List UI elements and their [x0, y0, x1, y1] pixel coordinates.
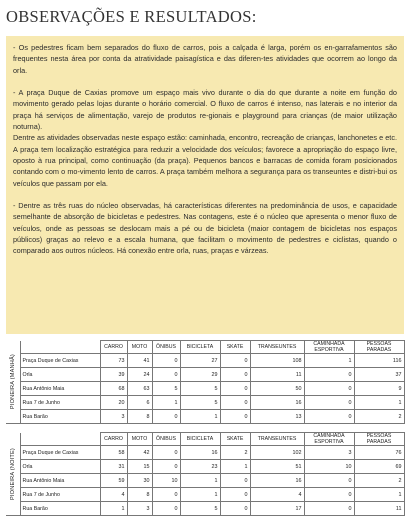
count-cell: 27: [180, 354, 220, 368]
count-cell: 1: [354, 488, 404, 502]
count-cell: 0: [220, 396, 250, 410]
count-cell: 11: [354, 502, 404, 516]
count-cell: 10: [304, 460, 354, 474]
count-cell: 0: [304, 396, 354, 410]
count-cell: 1: [180, 410, 220, 424]
count-cell: 0: [220, 382, 250, 396]
count-cell: 0: [220, 410, 250, 424]
section-title: OBSERVAÇÕES E RESULTADOS:: [6, 7, 257, 26]
column-header: CAMINHADA ESPORTIVA: [304, 433, 354, 446]
row-location-name: Orla: [20, 368, 100, 382]
table-row: [6, 488, 404, 502]
count-cell: 51: [250, 460, 304, 474]
count-cell: 8: [127, 488, 152, 502]
count-cell: 9: [354, 382, 404, 396]
table-row: [6, 368, 404, 382]
header-blank: [20, 433, 100, 446]
count-cell: 0: [220, 502, 250, 516]
count-cell: 0: [304, 410, 354, 424]
count-cell: 50: [250, 382, 304, 396]
column-header: CAMINHADA ESPORTIVA: [304, 341, 354, 354]
count-cell: 4: [100, 488, 127, 502]
table-row: [6, 474, 404, 488]
count-cell: 2: [354, 410, 404, 424]
count-cell: 5: [180, 382, 220, 396]
count-cell: 2: [354, 474, 404, 488]
column-header: ÔNIBUS: [152, 433, 180, 446]
observations-box: [6, 36, 404, 334]
count-cell: 0: [304, 488, 354, 502]
count-cell: 1: [152, 396, 180, 410]
observation-paragraph: Dentre as atividades observadas neste espaço estão: caminhada, encontro, recreação de crianças, lanchonetes e etc. A praça tem localização estratégica para reduzir a velocidade dos veículos; favorece a apropriação do espaço livre, oposto à rua principal, como continuação (da praça). Pequenos bancos e barracas de comida foram posicionados contando com o mo-vimento lento de carros. A praça também melhora a segurança para os transeuntes e distri-bui os veículos que passam por ela.: [13, 133, 397, 188]
table-side-label: PIONEIRA (NOITE): [9, 447, 16, 500]
table-row: [6, 460, 404, 474]
count-cell: 15: [127, 460, 152, 474]
count-cell: 59: [100, 474, 127, 488]
table-header-row: [6, 433, 404, 446]
column-header: ÔNIBUS: [152, 341, 180, 354]
count-cell: 68: [100, 382, 127, 396]
count-cell: 76: [354, 446, 404, 460]
count-cell: 10: [152, 474, 180, 488]
count-cell: 0: [304, 474, 354, 488]
count-cell: 13: [250, 410, 304, 424]
count-cell: 37: [354, 368, 404, 382]
count-cell: 0: [152, 460, 180, 474]
count-cell: 5: [180, 502, 220, 516]
row-location-name: Rua 7 de Junho: [20, 488, 100, 502]
count-cell: 30: [127, 474, 152, 488]
count-cell: 24: [127, 368, 152, 382]
count-cell: 0: [304, 502, 354, 516]
count-cell: 16: [250, 396, 304, 410]
column-header: MOTO: [127, 433, 152, 446]
count-cell: 23: [180, 460, 220, 474]
count-cell: 20: [100, 396, 127, 410]
count-cell: 4: [250, 488, 304, 502]
table-header-row: [6, 341, 404, 354]
count-cell: 6: [127, 396, 152, 410]
count-cell: 8: [127, 410, 152, 424]
count-cell: 1: [180, 488, 220, 502]
column-header: TRANSEUNTES: [250, 433, 304, 446]
count-cell: 1: [354, 396, 404, 410]
count-cell: 1: [100, 502, 127, 516]
table-row: [6, 382, 404, 396]
count-cell: 3: [100, 410, 127, 424]
observation-paragraph: - Os pedestres ficam bem separados do fluxo de carros, pois a calçada é larga, porém os en-garrafamentos são frequentes nesta área por conta da atratividade paisagística e das diferen-tes atividades que ocorrem ao longo da orla.: [13, 43, 397, 75]
count-cell: 16: [180, 446, 220, 460]
column-header: SKATE: [220, 341, 250, 354]
observation-paragraph: - A praça Duque de Caxias promove um espaço mais vivo durante o dia do que durante a noite em função do movimento gerado pelas lojas durante o horário comercial. O fluxo de carros é intenso, nas laterais e no interior da praça há serviços de alimentação, varejo de produtos re-gionais e playground para crianças (de maior utilização noturna).: [13, 88, 397, 132]
count-cell: 29: [180, 368, 220, 382]
column-header: SKATE: [220, 433, 250, 446]
count-cell: 0: [152, 368, 180, 382]
count-table-night: [6, 432, 405, 516]
count-cell: 0: [152, 410, 180, 424]
count-cell: 0: [152, 488, 180, 502]
table-side-label: PIONEIRA (MANHÃ): [9, 354, 16, 410]
column-header: CARRO: [100, 433, 127, 446]
row-location-name: Rua Antônio Maia: [20, 382, 100, 396]
count-cell: 0: [152, 502, 180, 516]
table-night: [6, 432, 404, 516]
column-header: TRANSEUNTES: [250, 341, 304, 354]
count-cell: 1: [304, 354, 354, 368]
column-header: PESSOAS PARADAS: [354, 341, 404, 354]
count-cell: 0: [220, 354, 250, 368]
row-location-name: Rua Barão: [20, 410, 100, 424]
count-cell: 116: [354, 354, 404, 368]
row-location-name: Rua Antônio Maia: [20, 474, 100, 488]
count-cell: 108: [250, 354, 304, 368]
count-cell: 3: [127, 502, 152, 516]
column-header: BICICLETA: [180, 341, 220, 354]
row-location-name: Praça Duque de Caxias: [20, 354, 100, 368]
count-cell: 31: [100, 460, 127, 474]
table-row: [6, 354, 404, 368]
header-blank: [20, 341, 100, 354]
count-cell: 58: [100, 446, 127, 460]
count-cell: 102: [250, 446, 304, 460]
count-cell: 2: [220, 446, 250, 460]
count-cell: 0: [152, 446, 180, 460]
table-row: [6, 410, 404, 424]
observation-paragraph: - Dentre as três ruas do núcleo observadas, há características diferentes na predominância de usos, e capacidade semelhante de absorção de bicicletas e pedestres. Nas contagens, este é o núcleo que apresenta o menor fluxo de veículos, onde as pessoas se deslocam mais a pé ou de bicicleta (maior contagem de bicicletas nos espaços públicos) graças ao relevo e a escala humana, que facilitam o movimento de pedestres e ciclistas, quando o comparado aos outros núcleos. Há conexão entre orla, ruas, praças e várzeas.: [13, 201, 397, 256]
count-cell: 0: [220, 368, 250, 382]
table-row: [6, 502, 404, 516]
count-cell: 73: [100, 354, 127, 368]
count-cell: 0: [304, 368, 354, 382]
column-header: CARRO: [100, 341, 127, 354]
count-cell: 63: [127, 382, 152, 396]
count-cell: 11: [250, 368, 304, 382]
count-cell: 0: [152, 354, 180, 368]
table-morning: [6, 340, 404, 424]
count-cell: 1: [180, 474, 220, 488]
count-cell: 0: [220, 474, 250, 488]
count-cell: 39: [100, 368, 127, 382]
count-cell: 0: [304, 382, 354, 396]
column-header: BICICLETA: [180, 433, 220, 446]
row-location-name: Rua 7 de Junho: [20, 396, 100, 410]
table-row: [6, 446, 404, 460]
count-cell: 41: [127, 354, 152, 368]
count-cell: 0: [220, 488, 250, 502]
count-cell: 5: [180, 396, 220, 410]
table-row: [6, 396, 404, 410]
count-cell: 16: [250, 474, 304, 488]
column-header: MOTO: [127, 341, 152, 354]
count-cell: 3: [304, 446, 354, 460]
count-cell: 69: [354, 460, 404, 474]
count-cell: 1: [220, 460, 250, 474]
count-cell: 42: [127, 446, 152, 460]
count-cell: 17: [250, 502, 304, 516]
row-location-name: Praça Duque de Caxias: [20, 446, 100, 460]
table-side-cell: [6, 341, 20, 424]
count-table-morning: [6, 340, 405, 424]
table-side-cell: [6, 433, 20, 516]
column-header: PESSOAS PARADAS: [354, 433, 404, 446]
row-location-name: Rua Barão: [20, 502, 100, 516]
count-cell: 5: [152, 382, 180, 396]
row-location-name: Orla: [20, 460, 100, 474]
